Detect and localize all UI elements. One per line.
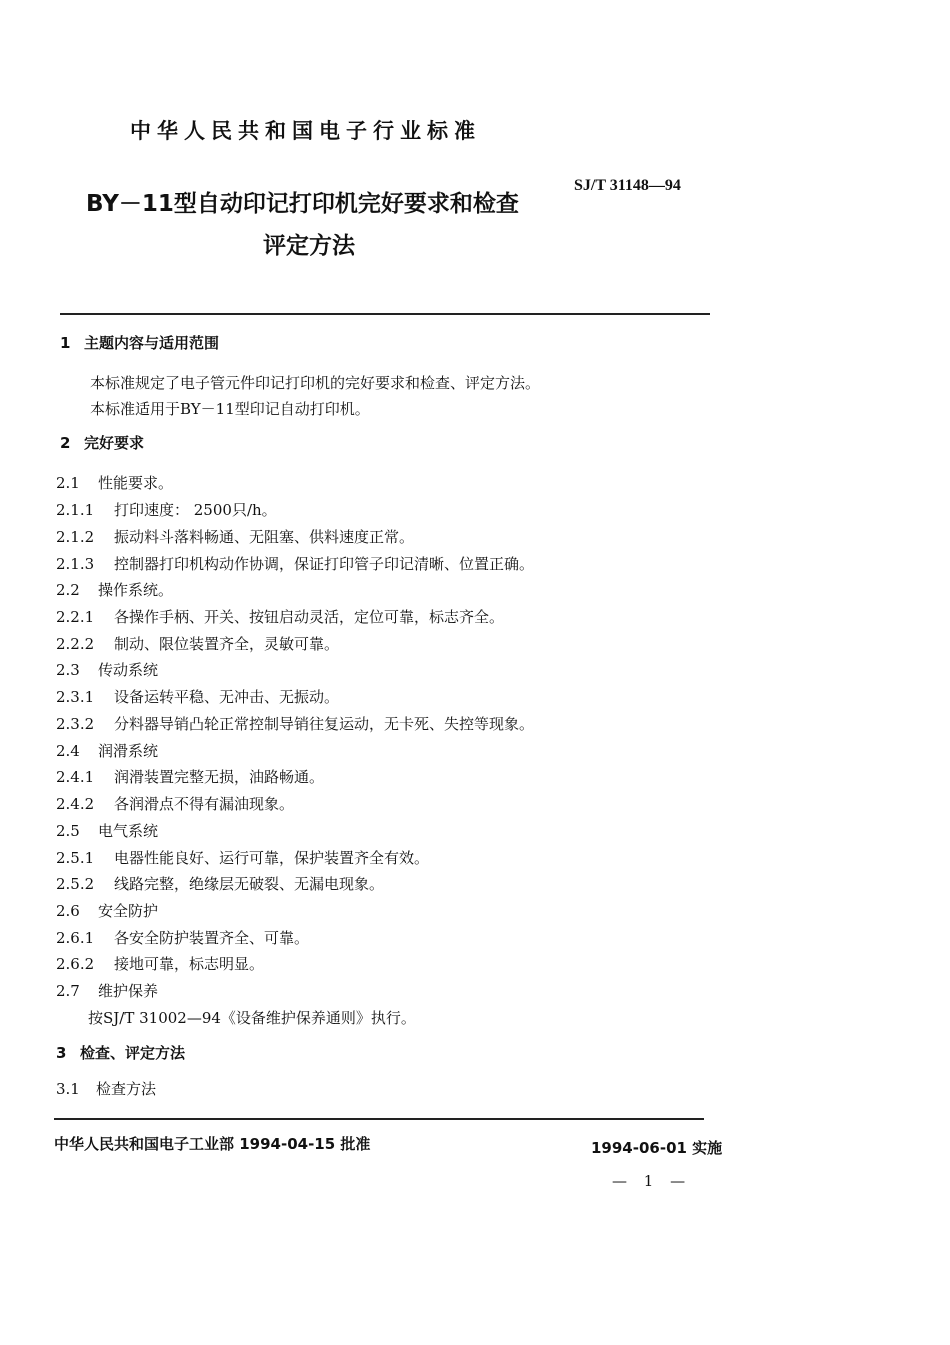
clause-item [56, 953, 264, 974]
clause-number: 2.2 [56, 581, 80, 599]
clause-text: 电气系统 [98, 822, 159, 840]
clause-text: 各操作手柄、开关、按钮启动灵活，定位可靠，标志齐全。 [114, 608, 505, 626]
clause-item [56, 900, 158, 921]
footer-divider [54, 1118, 704, 1120]
clause-number: 2.6.2 [56, 955, 95, 973]
clause-number: 2.1 [56, 474, 80, 492]
clause-number: 2.2.2 [56, 635, 95, 653]
clause-text: 维护保养 [98, 982, 159, 1000]
section-2-heading [60, 432, 144, 453]
clause-text: 电器性能良好、运行可靠，保护装置齐全有效。 [114, 849, 430, 867]
clause-number: 2.1.3 [56, 555, 95, 573]
section-1-number: 1 [60, 334, 71, 352]
clause-text: 接地可靠，标志明显。 [114, 955, 265, 973]
clause-text: 分料器导销凸轮正常控制导销往复运动，无卡死、失控等现象。 [114, 715, 535, 733]
clause-item [56, 793, 294, 814]
effective-date: 1994-06-01 实施 [591, 1139, 723, 1157]
clause-item [56, 713, 534, 734]
clause-text: 安全防护 [98, 902, 159, 920]
document-title-line1: BY－11型自动印记打印机完好要求和检查 [86, 191, 519, 217]
clause-item [56, 472, 173, 493]
clause-text: 振动料斗落料畅通、无阻塞、供料速度正常。 [114, 528, 415, 546]
clause-number: 2.2.1 [56, 608, 95, 626]
clause-number: 2.5.2 [56, 875, 95, 893]
section-2-title: 完好要求 [84, 434, 145, 452]
approval-note: 中华人民共和国电子工业部 1994-04-15 批准 [54, 1135, 371, 1153]
clause-text: 润滑装置完整无损，油路畅通。 [114, 768, 325, 786]
clause-item [56, 579, 173, 600]
clause-number: 2.5.1 [56, 849, 95, 867]
clause-number: 3.1 [56, 1080, 80, 1098]
clause-item [56, 526, 414, 547]
clause-text: 操作系统。 [98, 581, 174, 599]
section-2-number: 2 [60, 434, 71, 452]
section-3-number: 3 [56, 1044, 67, 1062]
clause-text: 各润滑点不得有漏油现象。 [114, 795, 295, 813]
clause-item [56, 927, 309, 948]
clause-number: 2.3.2 [56, 715, 95, 733]
clause-text: 线路完整，绝缘层无破裂、无漏电现象。 [114, 875, 385, 893]
clause-item [56, 686, 339, 707]
clause-number: 2.1.1 [56, 501, 95, 519]
section-1-paragraph-1: 本标准规定了电子管元件印记打印机的完好要求和检查、评定方法。 [90, 374, 541, 392]
clause-item [56, 980, 158, 1001]
document-title-line2: 评定方法 [263, 233, 355, 259]
clause-item [56, 659, 158, 680]
clause-item [56, 847, 429, 868]
clause-number: 2.3 [56, 661, 80, 679]
clause-number: 2.6.1 [56, 929, 95, 947]
clause-item [56, 499, 277, 520]
clause-item [56, 1078, 156, 1099]
clause-text: 打印速度： 2500只/h。 [114, 501, 277, 519]
clause-number: 2.7 [56, 982, 80, 1000]
section-1-heading [60, 332, 219, 353]
clause-text: 制动、限位装置齐全，灵敏可靠。 [114, 635, 340, 653]
standard-org-header: 中华人民共和国电子行业标准 [130, 119, 481, 143]
clause-item [56, 740, 158, 761]
clause-text: 检查方法 [96, 1080, 157, 1098]
clause-item [56, 633, 339, 654]
clause-item [56, 820, 158, 841]
clause-text: 润滑系统 [98, 742, 159, 760]
clause-item [56, 553, 534, 574]
section-1-paragraph-2: 本标准适用于BY－11型印记自动打印机。 [90, 400, 370, 418]
clause-text: 各安全防护装置齐全、可靠。 [114, 929, 310, 947]
clause-number: 2.3.1 [56, 688, 95, 706]
section-3-title: 检查、评定方法 [80, 1044, 186, 1062]
clause-number: 2.1.2 [56, 528, 95, 546]
clause-number: 2.4 [56, 742, 80, 760]
section-1-title: 主题内容与适用范围 [84, 334, 220, 352]
title-divider [60, 313, 710, 315]
page-number: — 1 — [612, 1172, 692, 1190]
clause-number: 2.4.2 [56, 795, 95, 813]
section-2-7-paragraph: 按SJ/T 31002—94《设备维护保养通则》执行。 [88, 1009, 416, 1027]
clause-text: 控制器打印机构动作协调，保证打印管子印记清晰、位置正确。 [114, 555, 535, 573]
clause-number: 2.6 [56, 902, 80, 920]
clause-text: 传动系统 [98, 661, 159, 679]
standard-code: SJ/T 31148—94 [574, 177, 681, 194]
clause-item [56, 766, 324, 787]
clause-item [56, 606, 504, 627]
clause-text: 设备运转平稳、无冲击、无振动。 [114, 688, 340, 706]
clause-number: 2.5 [56, 822, 80, 840]
section-3-heading [56, 1042, 185, 1063]
clause-number: 2.4.1 [56, 768, 95, 786]
clause-item [56, 873, 384, 894]
clause-text: 性能要求。 [98, 474, 174, 492]
